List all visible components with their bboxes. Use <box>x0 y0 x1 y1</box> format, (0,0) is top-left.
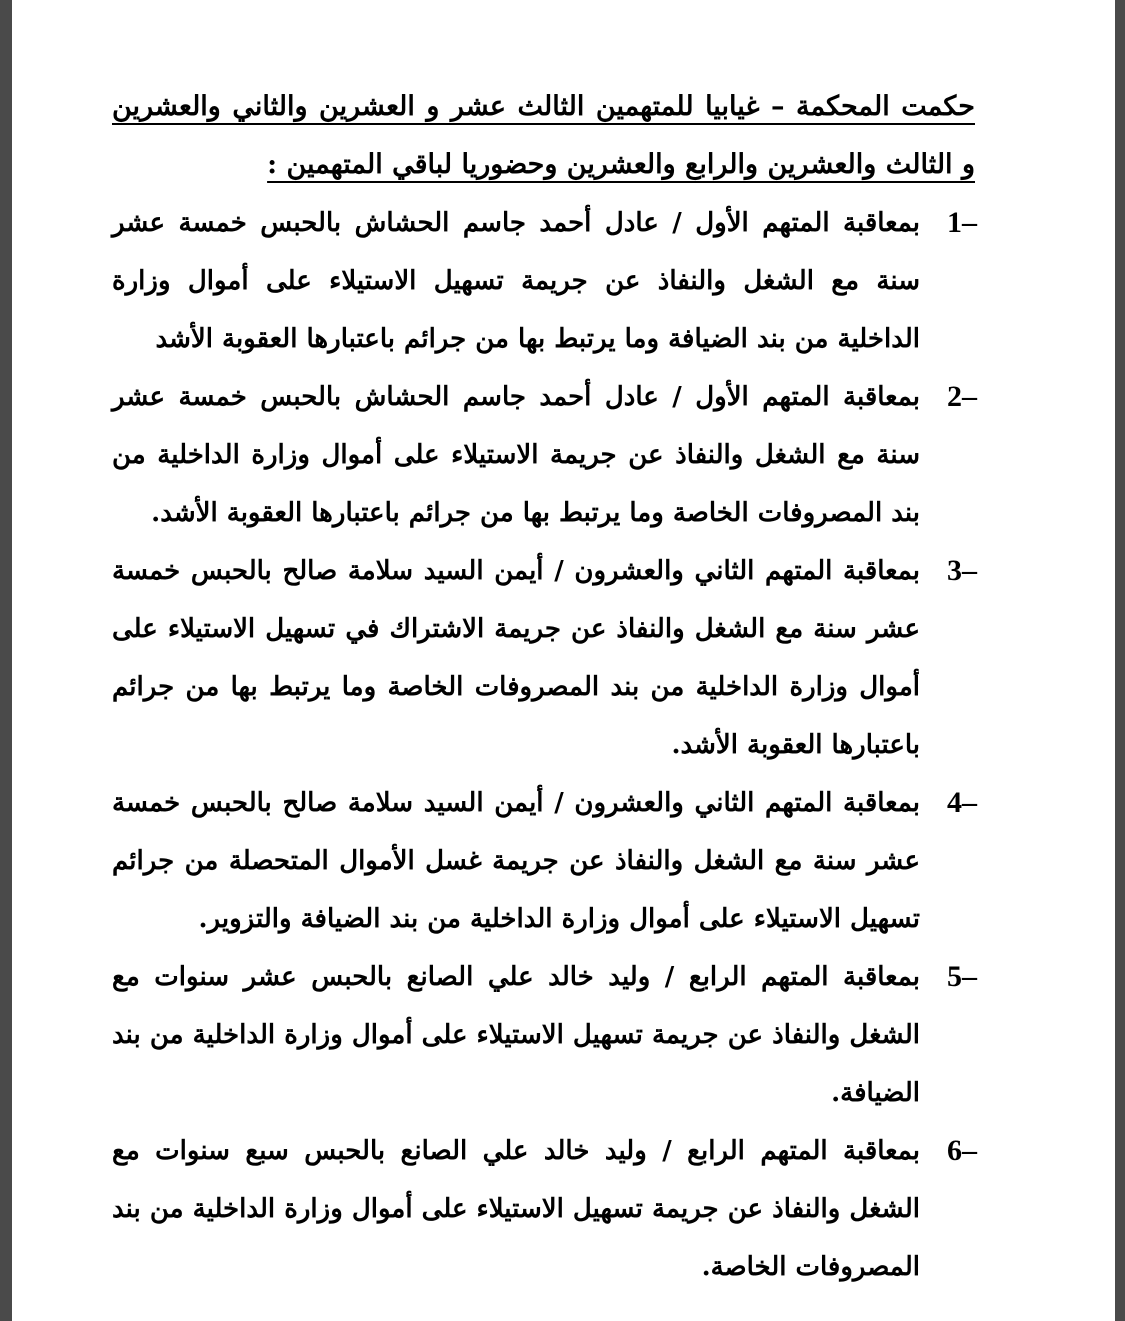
ruling-number: 3– <box>947 554 977 587</box>
ruling-item <box>112 194 975 368</box>
ruling-item <box>112 542 975 774</box>
ruling-number: 5– <box>947 960 977 993</box>
ruling-number: 4– <box>947 786 977 819</box>
ruling-heading: حكمت المحكمة – غيابيا للمتهمين الثالث عشر و العشرين والثاني والعشرين و الثالث والعشرين والرابع والعشرين وحضوريا لباقي المتهمين : <box>112 91 975 180</box>
document-page <box>12 0 1115 1321</box>
ruling-text: بمعاقبة المتهم الرابع / وليد خالد علي الصانع بالحبس عشر سنوات مع الشغل والنفاذ عن جريمة تسهيل الاستيلاء على أموال وزارة الداخلية من بند الضيافة. <box>112 962 920 1108</box>
ruling-number: 1– <box>947 206 977 239</box>
ruling-item <box>112 1122 975 1296</box>
ruling-item <box>112 948 975 1122</box>
rulings-list <box>112 194 975 1296</box>
ruling-item <box>112 368 975 542</box>
ruling-item <box>112 774 975 948</box>
ruling-text: بمعاقبة المتهم الرابع / وليد خالد علي الصانع بالحبس سبع سنوات مع الشغل والنفاذ عن جريمة تسهيل الاستيلاء على أموال وزارة الداخلية من بند المصروفات الخاصة. <box>112 1136 920 1282</box>
ruling-text: بمعاقبة المتهم الأول / عادل أحمد جاسم الحشاش بالحبس خمسة عشر سنة مع الشغل والنفاذ عن جريمة تسهيل الاستيلاء على أموال وزارة الداخلية من بند الضيافة وما يرتبط بها من جرائم باعتبارها العقوبة الأشد <box>112 208 920 354</box>
ruling-text: بمعاقبة المتهم الأول / عادل أحمد جاسم الحشاش بالحبس خمسة عشر سنة مع الشغل والنفاذ عن جريمة الاستيلاء على أموال وزارة الداخلية من بند المصروفات الخاصة وما يرتبط بها من جرائم باعتبارها العقوبة الأشد. <box>112 382 920 528</box>
ruling-text: بمعاقبة المتهم الثاني والعشرون / أيمن السيد سلامة صالح بالحبس خمسة عشر سنة مع الشغل والنفاذ عن جريمة غسل الأموال المتحصلة من جرائم تسهيل الاستيلاء على أموال وزارة الداخلية من بند الضيافة والتزوير. <box>112 788 920 934</box>
ruling-number: 2– <box>947 380 977 413</box>
document-body <box>112 78 975 1296</box>
ruling-number: 6– <box>947 1134 977 1167</box>
ruling-text: بمعاقبة المتهم الثاني والعشرون / أيمن السيد سلامة صالح بالحبس خمسة عشر سنة مع الشغل والنفاذ عن جريمة الاشتراك في تسهيل الاستيلاء على أموال وزارة الداخلية من بند المصروفات الخاصة وما يرتبط بها من جرائم باعتبارها العقوبة الأشد. <box>112 556 920 760</box>
